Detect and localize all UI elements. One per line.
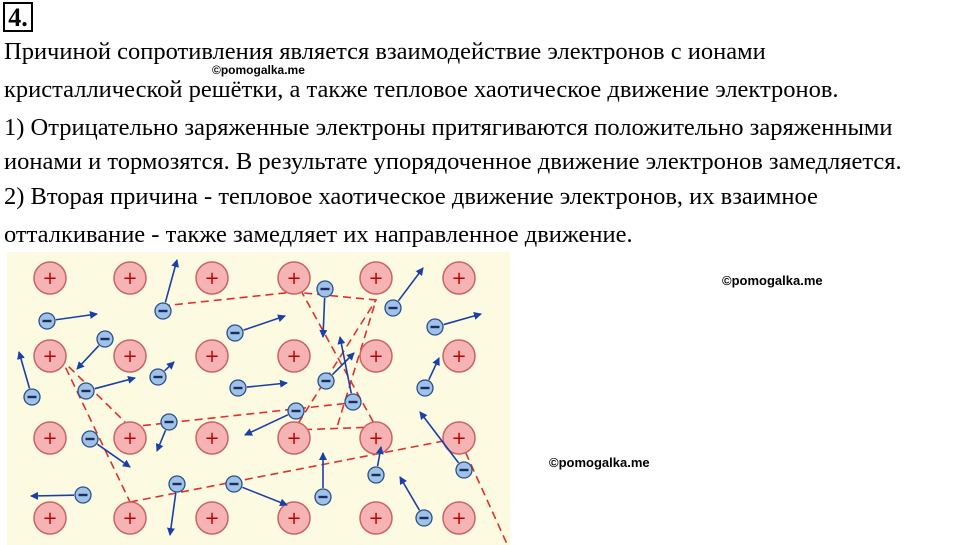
velocity-arrow [444,314,481,325]
minus-sign [231,332,240,334]
ion-1-0 [34,340,66,372]
minus-sign [420,517,429,519]
ion-2-1 [114,422,146,454]
electron-10 [230,380,246,396]
minus-sign [101,338,110,340]
velocity-arrow [170,493,176,535]
svg-text:+: + [42,346,58,367]
svg-text:+: + [451,268,467,289]
electron-23 [416,510,432,526]
watermark-2: ©pomogalka.me [722,273,823,288]
velocity-arrow [400,477,419,510]
velocity-arrow [165,362,174,371]
velocity-arrow [247,383,287,387]
ion-3-3 [278,502,310,534]
ion-0-1 [114,262,146,294]
svg-text:+: + [122,428,138,449]
ion-0-5 [443,262,475,294]
electron-22 [368,467,384,483]
minus-sign [421,387,430,389]
minus-sign [154,376,163,378]
electron-20 [75,487,91,503]
electron-15 [82,431,98,447]
electron-2 [227,325,243,341]
minus-sign [159,310,168,312]
svg-text:+: + [286,508,302,529]
minus-sign [319,496,328,498]
electron-16 [161,414,177,430]
electron-1 [155,303,171,319]
svg-text:+: + [204,268,220,289]
svg-text:+: + [204,508,220,529]
minus-sign [234,387,243,389]
electron-6 [97,331,113,347]
svg-text:+: + [368,508,384,529]
minus-sign [292,410,301,412]
minus-sign [431,326,440,328]
text-line-4: ионами и тормозятся. В результате упорядоченное движение электронов замедляется. [4,148,902,175]
ion-1-1 [114,340,146,372]
velocity-arrow [165,260,177,302]
minus-sign [173,483,182,485]
svg-text:+: + [42,508,58,529]
minus-sign [43,320,52,322]
electron-13 [345,394,361,410]
text-line-3: 1) Отрицательно заряженные электроны притягиваются положительно заряженными [4,114,893,141]
ion-1-5 [443,340,475,372]
svg-text:+: + [204,428,220,449]
velocity-arrow [244,316,285,330]
svg-text:+: + [286,268,302,289]
velocity-arrow [429,358,439,380]
svg-text:+: + [286,346,302,367]
svg-text:+: + [286,428,302,449]
svg-text:+: + [42,268,58,289]
electron-19 [226,476,242,492]
velocity-arrow [242,487,287,505]
ion-0-2 [196,262,228,294]
ion-2-0 [34,422,66,454]
svg-text:+: + [42,428,58,449]
electron-12 [417,380,433,396]
svg-text:+: + [122,268,138,289]
ion-3-2 [196,502,228,534]
minus-sign [372,474,381,476]
electron-17 [456,462,472,478]
electron-14 [288,403,304,419]
electron-11 [318,373,334,389]
watermark-1: ©pomogalka.me [212,63,305,77]
task-number: 4. [3,2,33,32]
svg-text:+: + [451,508,467,529]
ion-2-3 [278,422,310,454]
ion-0-3 [278,262,310,294]
electron-21 [315,489,331,505]
ion-3-0 [34,502,66,534]
text-line-1: Причиной сопротивления является взаимодействие электронов с ионами [4,38,766,65]
crystal-lattice-diagram [7,252,510,545]
minus-sign [321,288,330,290]
watermark-3: ©pomogalka.me [549,455,650,470]
electron-4 [385,300,401,316]
velocity-arrow [398,268,423,301]
svg-text:+: + [368,346,384,367]
svg-text:+: + [368,428,384,449]
text-line-2: кристаллической решётки, а также тепловое хаотическое движение электронов. [4,76,839,103]
velocity-arrow [157,430,166,451]
ion-2-4 [360,422,392,454]
velocity-arrow [95,378,135,389]
electron-18 [169,476,185,492]
electron-0 [39,313,55,329]
minus-sign [230,483,239,485]
velocity-arrow [77,346,99,369]
minus-sign [460,469,469,471]
electron-8 [78,383,94,399]
ion-0-0 [34,262,66,294]
ion-3-4 [360,502,392,534]
minus-sign [82,390,91,392]
ion-1-2 [196,340,228,372]
velocity-arrow [31,495,74,496]
velocity-arrow [19,352,30,388]
ion-2-2 [196,422,228,454]
electron-9 [150,369,166,385]
text-line-5: 2) Вторая причина - тепловое хаотическое движение электронов, их взаимное [4,183,818,210]
ion-1-4 [360,340,392,372]
svg-text:+: + [451,428,467,449]
svg-text:+: + [122,508,138,529]
ion-1-3 [278,340,310,372]
svg-text:+: + [368,268,384,289]
ion-3-5 [443,502,475,534]
ion-3-1 [114,502,146,534]
svg-text:+: + [122,346,138,367]
svg-text:+: + [451,346,467,367]
minus-sign [79,494,88,496]
minus-sign [389,307,398,309]
velocity-arrow [56,314,97,320]
ion-0-4 [360,262,392,294]
velocity-arrow [323,298,325,337]
electron-7 [24,389,40,405]
minus-sign [349,401,358,403]
minus-sign [86,438,95,440]
electron-3 [317,281,333,297]
svg-text:+: + [204,346,220,367]
electron-5 [427,319,443,335]
text-line-6: отталкивание - также замедляет их направленное движение. [4,221,633,248]
minus-sign [322,380,331,382]
lattice-svg [7,252,510,545]
minus-sign [28,396,37,398]
minus-sign [165,421,174,423]
